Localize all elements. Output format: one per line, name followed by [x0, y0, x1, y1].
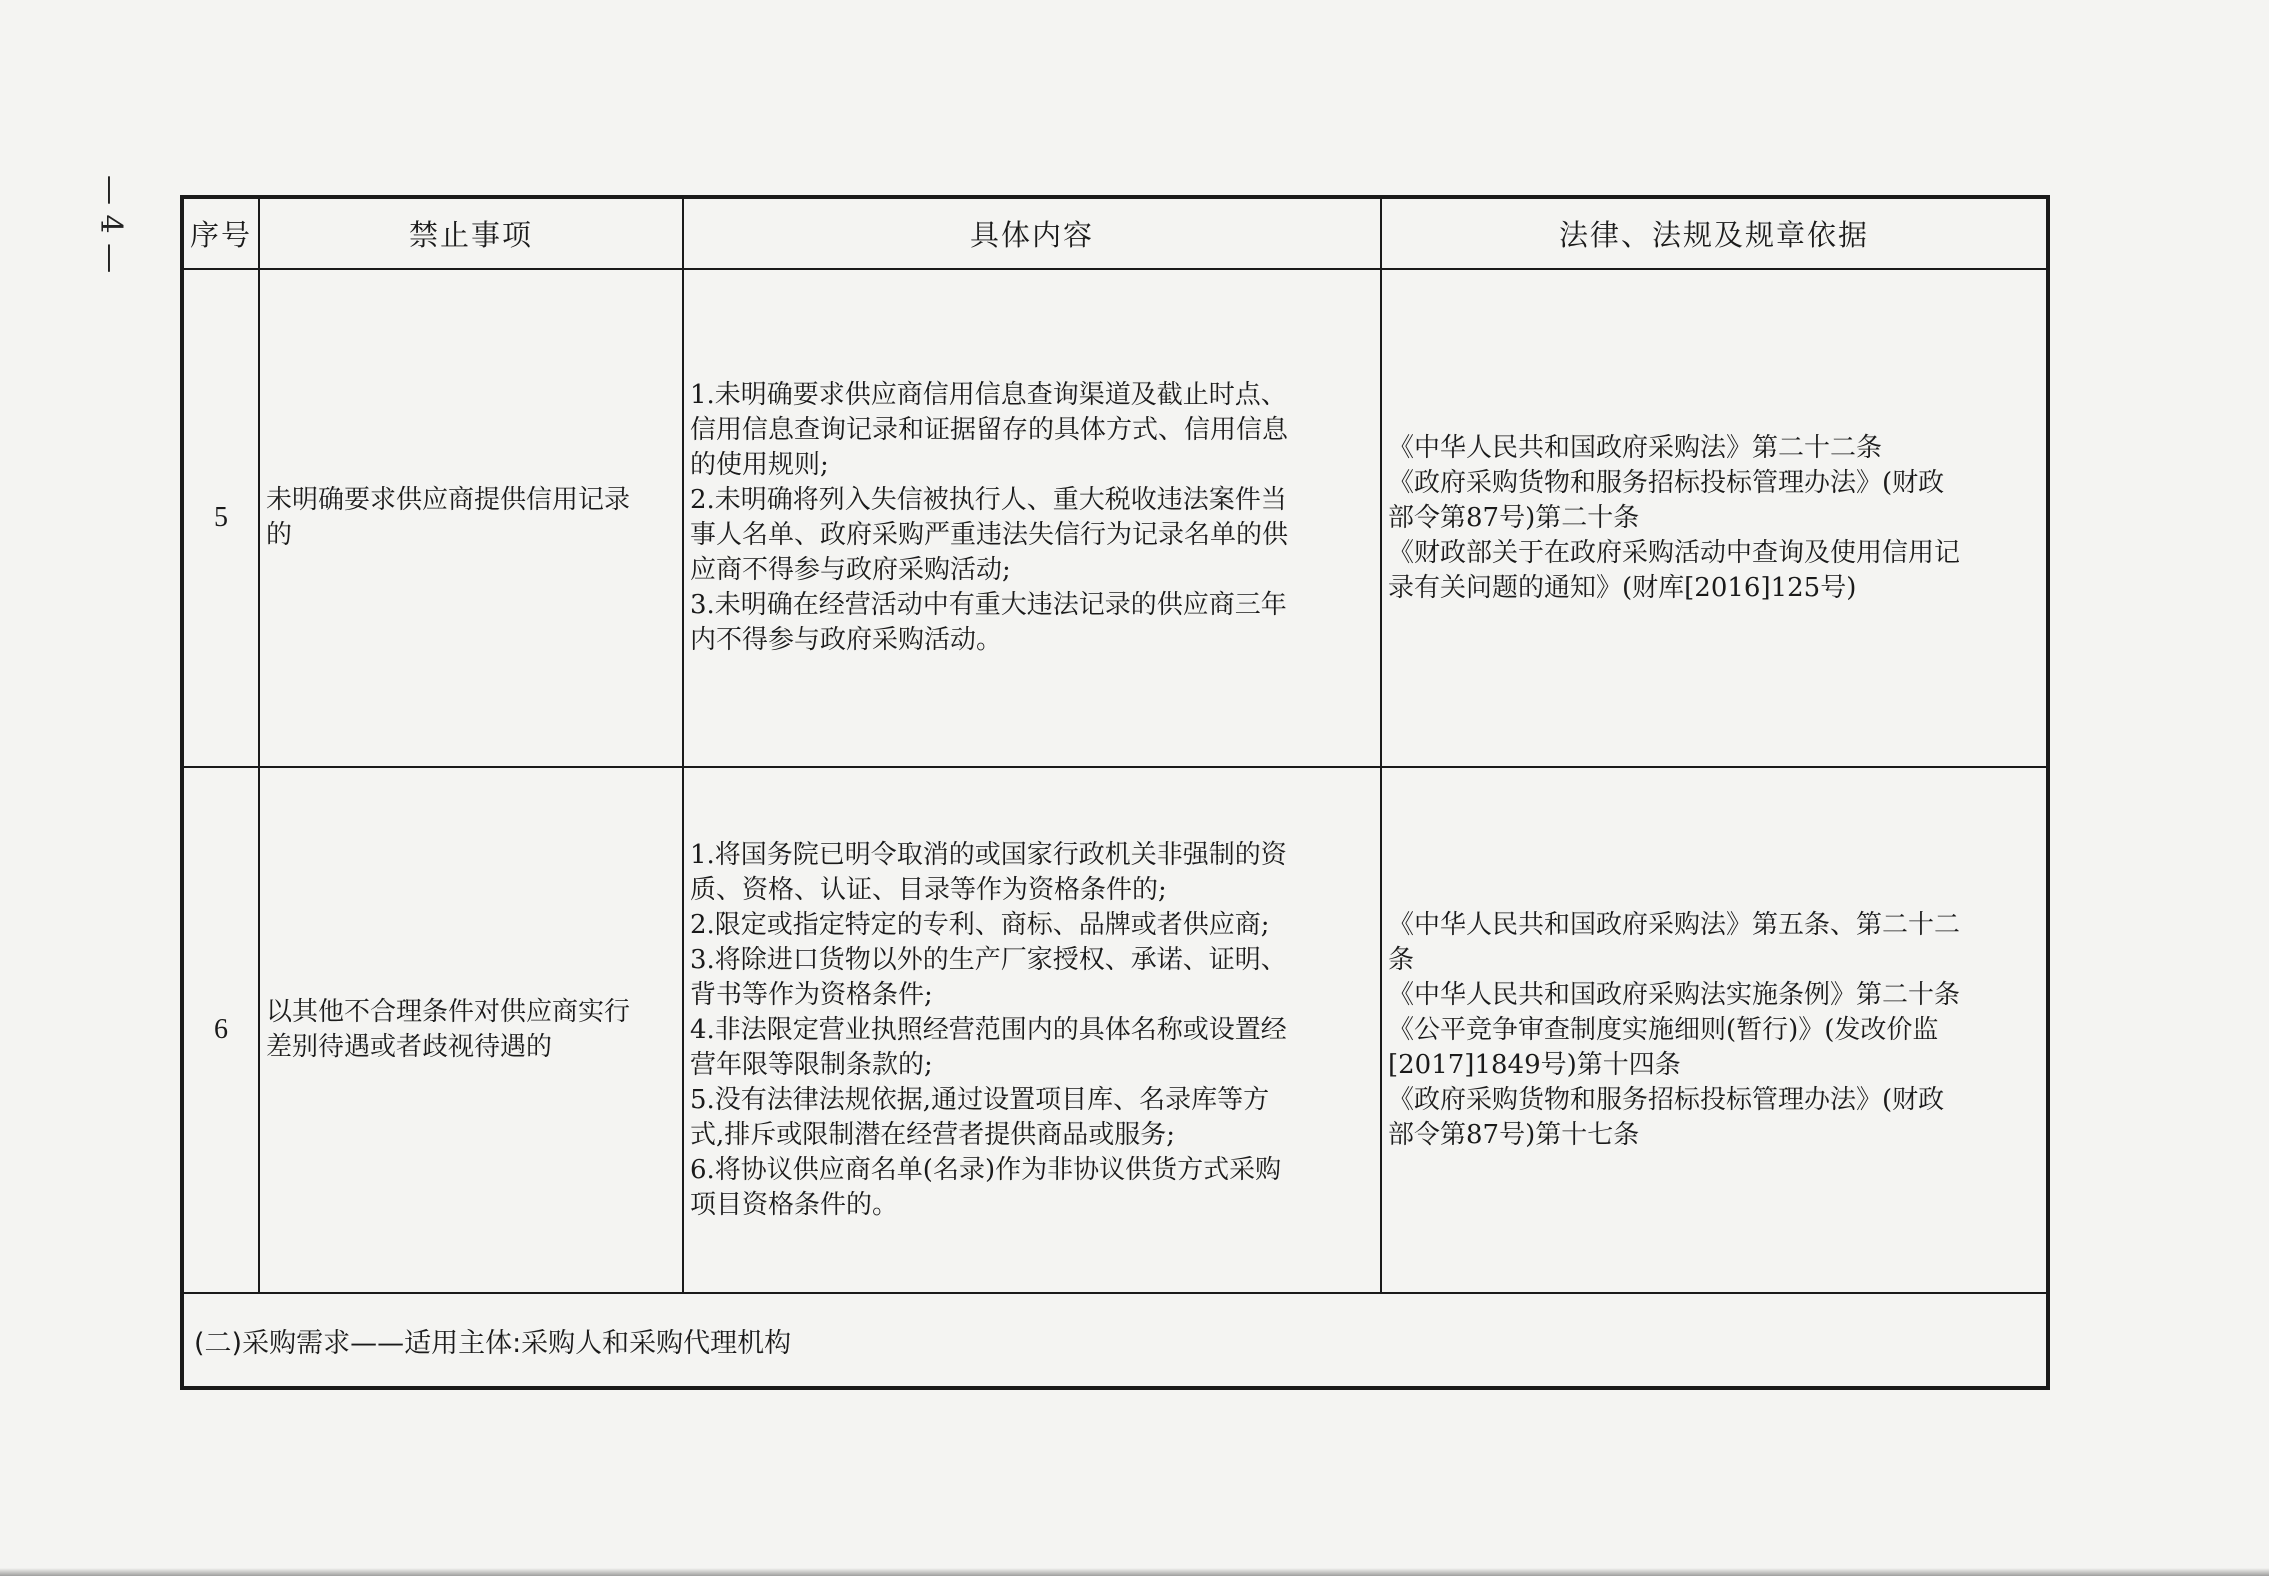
row-basis: [1381, 767, 2048, 1293]
basis-line: 《中华人民共和国政府采购法实施条例》第二十条: [1388, 979, 1961, 1010]
basis-line: 《公平竞争审查制度实施细则(暂行)》(发改价监: [1388, 1014, 1939, 1045]
item-line: 以其他不合理条件对供应商实行: [266, 997, 631, 1027]
basis-line: 部令第87号)第二十条: [1388, 502, 1640, 533]
header-basis: 法律、法规及规章依据: [1381, 197, 2048, 269]
basis-line: 《政府采购货物和服务招标投标管理办法》(财政: [1388, 467, 1945, 498]
row-item: [259, 767, 683, 1293]
content-line: 5.没有法律法规依据,通过设置项目库、名录库等方: [690, 1084, 1270, 1115]
basis-line: 《中华人民共和国政府采购法》第五条、第二十二: [1388, 909, 1961, 940]
header-seq: 序号: [182, 197, 259, 269]
header-content: 具体内容: [683, 197, 1381, 269]
basis-line: 《政府采购货物和服务招标投标管理办法》(财政: [1388, 1084, 1945, 1115]
content-line: 质、资格、认证、目录等作为资格条件的;: [690, 874, 1167, 905]
item-line: 未明确要求供应商提供信用记录: [266, 485, 631, 515]
content-line: 式,排斥或限制潜在经营者提供商品或服务;: [690, 1119, 1176, 1150]
content-line: 3.未明确在经营活动中有重大违法记录的供应商三年: [690, 590, 1287, 620]
content-line: 项目资格条件的。: [690, 1189, 899, 1220]
table-row: [182, 269, 2048, 767]
row-seq: 6: [182, 767, 259, 1293]
basis-line: 录有关问题的通知》(财库[2016]125号): [1388, 572, 1857, 603]
section-heading: (二)采购需求——适用主体:采购人和采购代理机构: [182, 1293, 2048, 1388]
scan-edge: [0, 1568, 2269, 1576]
row-item: [259, 269, 683, 767]
table-header-row: [182, 197, 2048, 269]
table-row: [182, 767, 2048, 1293]
basis-line: 部令第87号)第十七条: [1388, 1119, 1640, 1150]
content-line: 3.将除进口货物以外的生产厂家授权、承诺、证明、: [690, 944, 1287, 975]
page-number: — 4 —: [93, 175, 128, 274]
content-line: 2.未明确将列入失信被执行人、重大税收违法案件当: [690, 485, 1287, 515]
content-line: 的使用规则;: [690, 450, 829, 480]
content-line: 应商不得参与政府采购活动;: [690, 555, 1011, 585]
content-line: 2.限定或指定特定的专利、商标、品牌或者供应商;: [690, 909, 1270, 940]
prohibition-table: [180, 195, 2050, 1390]
content-line: 事人名单、政府采购严重违法失信行为记录名单的供: [690, 520, 1289, 550]
item-line: 差别待遇或者歧视待遇的: [266, 1032, 553, 1062]
content-line: 4.非法限定营业执照经营范围内的具体名称或设置经: [690, 1014, 1287, 1045]
content-line: 内不得参与政府采购活动。: [690, 625, 1003, 655]
content-line: 背书等作为资格条件;: [690, 979, 933, 1010]
content-line: 信用信息查询记录和证据留存的具体方式、信用信息: [690, 415, 1289, 445]
basis-line: 《财政部关于在政府采购活动中查询及使用信用记: [1388, 537, 1961, 568]
content-line: 1.将国务院已明令取消的或国家行政机关非强制的资: [690, 839, 1287, 870]
row-basis: [1381, 269, 2048, 767]
section-heading-row: [182, 1293, 2048, 1388]
basis-line: 条: [1388, 944, 1415, 975]
row-seq: 5: [182, 269, 259, 767]
basis-line: 《中华人民共和国政府采购法》第二十二条: [1388, 432, 1883, 463]
content-line: 1.未明确要求供应商信用信息查询渠道及截止时点、: [690, 380, 1287, 410]
header-item: 禁止事项: [259, 197, 683, 269]
row-content: [683, 767, 1381, 1293]
row-content: [683, 269, 1381, 767]
content-line: 营年限等限制条款的;: [690, 1049, 933, 1080]
item-line: 的: [266, 520, 293, 550]
content-line: 6.将协议供应商名单(名录)作为非协议供货方式采购: [690, 1154, 1282, 1185]
basis-line: [2017]1849号)第十四条: [1388, 1049, 1681, 1080]
